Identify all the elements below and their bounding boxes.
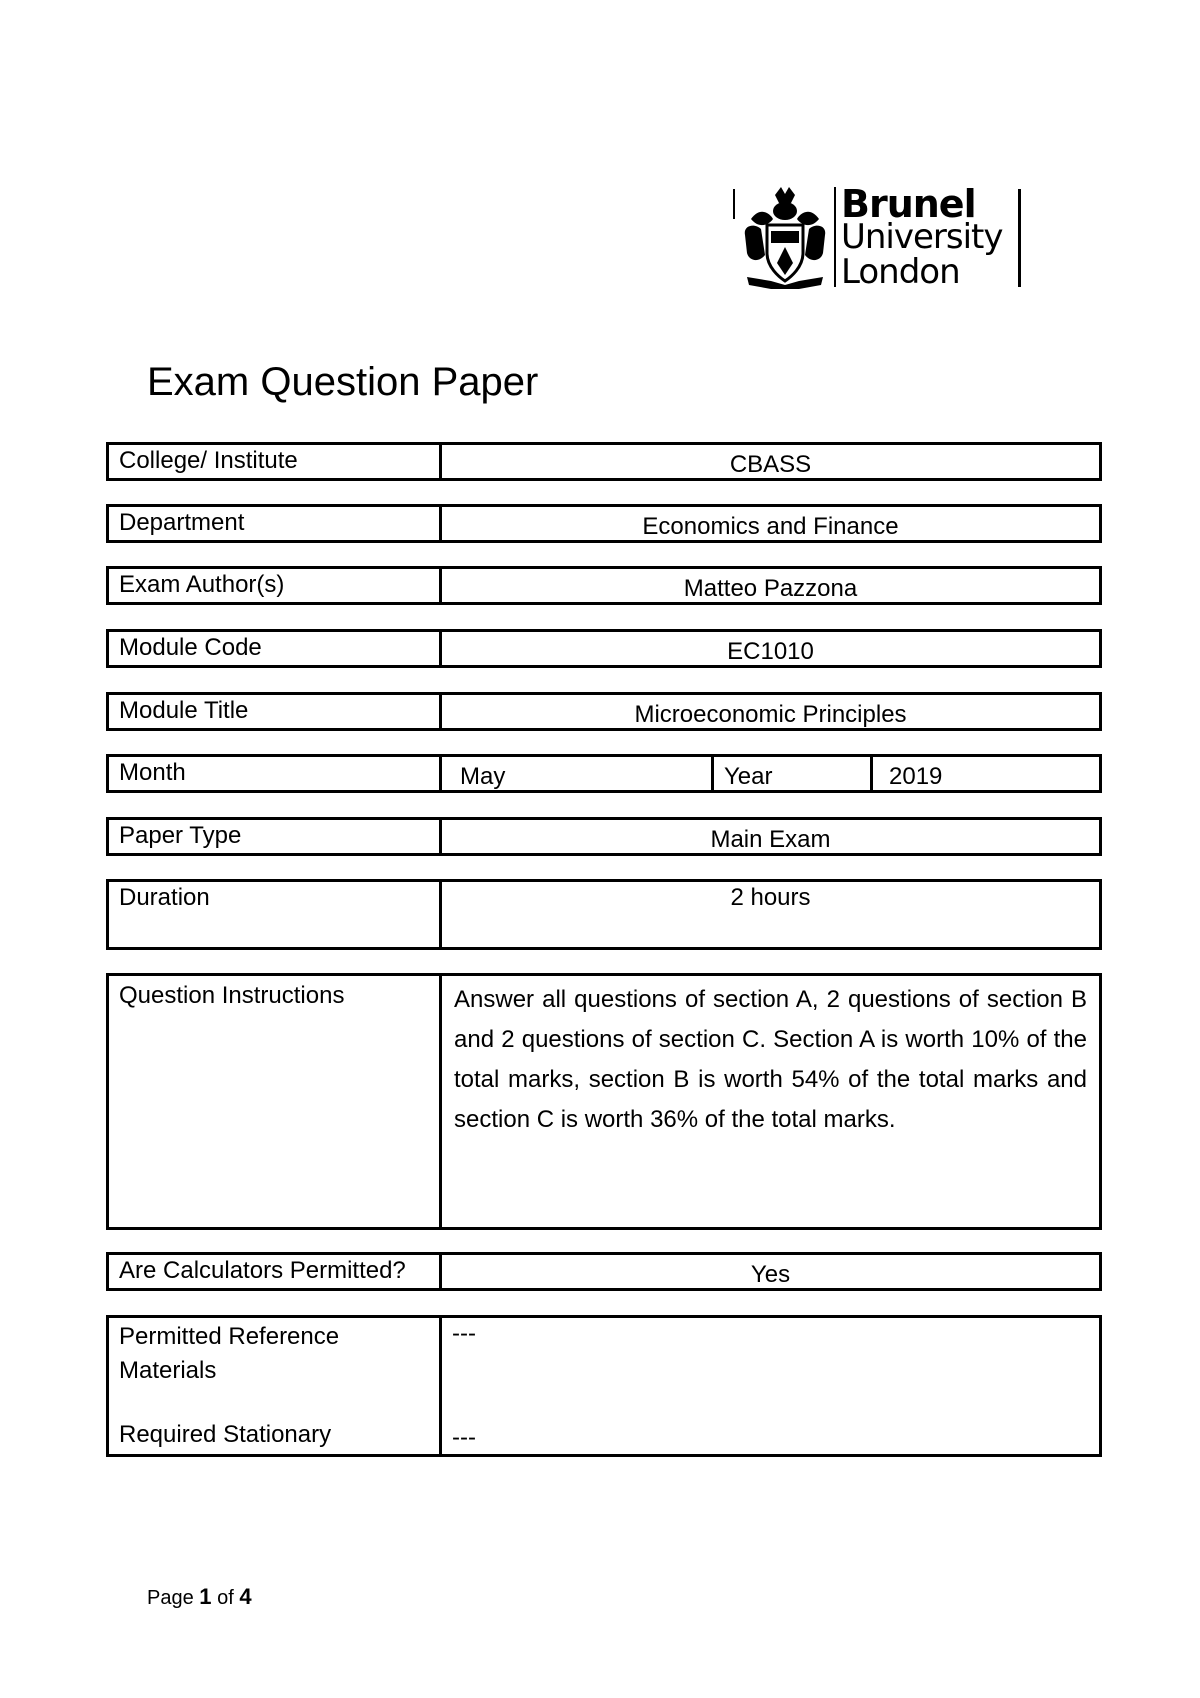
module-title-label: Module Title <box>109 695 442 728</box>
stationary-label: Required Stationary <box>119 1421 332 1448</box>
instructions-label: Question Instructions <box>109 976 442 1227</box>
month-label: Month <box>109 757 442 790</box>
page-total: 4 <box>239 1584 252 1609</box>
logo-line-1: Brunel <box>841 182 976 226</box>
department-value: Economics and Finance <box>642 513 899 540</box>
logo-line-2: University <box>841 217 1003 257</box>
paper-type-label: Paper Type <box>109 820 442 853</box>
logo-left-rule <box>733 189 735 219</box>
author-label: Exam Author(s) <box>109 569 442 602</box>
page-prefix: Page <box>147 1587 194 1609</box>
page-title: Exam Question Paper <box>147 360 539 404</box>
month-value: May <box>442 757 714 790</box>
college-value: CBASS <box>729 451 812 478</box>
materials-label-cell <box>109 1318 442 1454</box>
month-year-row <box>106 754 1102 793</box>
calculators-row <box>106 1252 1102 1291</box>
year-label: Year <box>714 757 873 790</box>
author-row <box>106 566 1102 605</box>
materials-value-cell <box>442 1318 1099 1454</box>
page-number: 1 <box>199 1584 212 1609</box>
logo-line-3: London <box>841 252 960 292</box>
crest-icon <box>741 185 829 290</box>
duration-value: 2 hours <box>730 884 811 911</box>
instructions-value: Answer all questions of section A, 2 questions of section B and 2 questions of section C. Section A is worth 10% of the total marks, section B is worth 54% of the total marks and section C is worth 36% of the total marks. <box>454 986 1087 1133</box>
logo-divider <box>834 187 836 287</box>
materials-row <box>106 1315 1102 1457</box>
department-label: Department <box>109 507 442 540</box>
module-code-value: EC1010 <box>727 638 814 665</box>
duration-label: Duration <box>109 882 442 947</box>
university-logo <box>733 182 1023 292</box>
instructions-row <box>106 973 1102 1230</box>
module-title-value: Microeconomic Principles <box>634 701 907 728</box>
author-value: Matteo Pazzona <box>683 575 858 602</box>
paper-type-row <box>106 817 1102 856</box>
page-footer <box>147 1584 252 1610</box>
college-label: College/ Institute <box>109 445 442 478</box>
logo-right-rule <box>1018 189 1021 287</box>
department-row <box>106 504 1102 543</box>
page-of: of <box>217 1587 234 1609</box>
paper-type-value: Main Exam <box>710 826 831 853</box>
college-row <box>106 442 1102 481</box>
calculators-label: Are Calculators Permitted? <box>109 1255 442 1288</box>
year-value: 2019 <box>889 763 943 790</box>
calculators-value: Yes <box>750 1261 791 1288</box>
reference-value: --- <box>452 1320 476 1347</box>
stationary-value: --- <box>452 1424 476 1451</box>
module-code-label: Module Code <box>109 632 442 665</box>
module-title-row <box>106 692 1102 731</box>
duration-row <box>106 879 1102 950</box>
module-code-row <box>106 629 1102 668</box>
reference-label: Permitted Reference Materials <box>119 1323 340 1384</box>
